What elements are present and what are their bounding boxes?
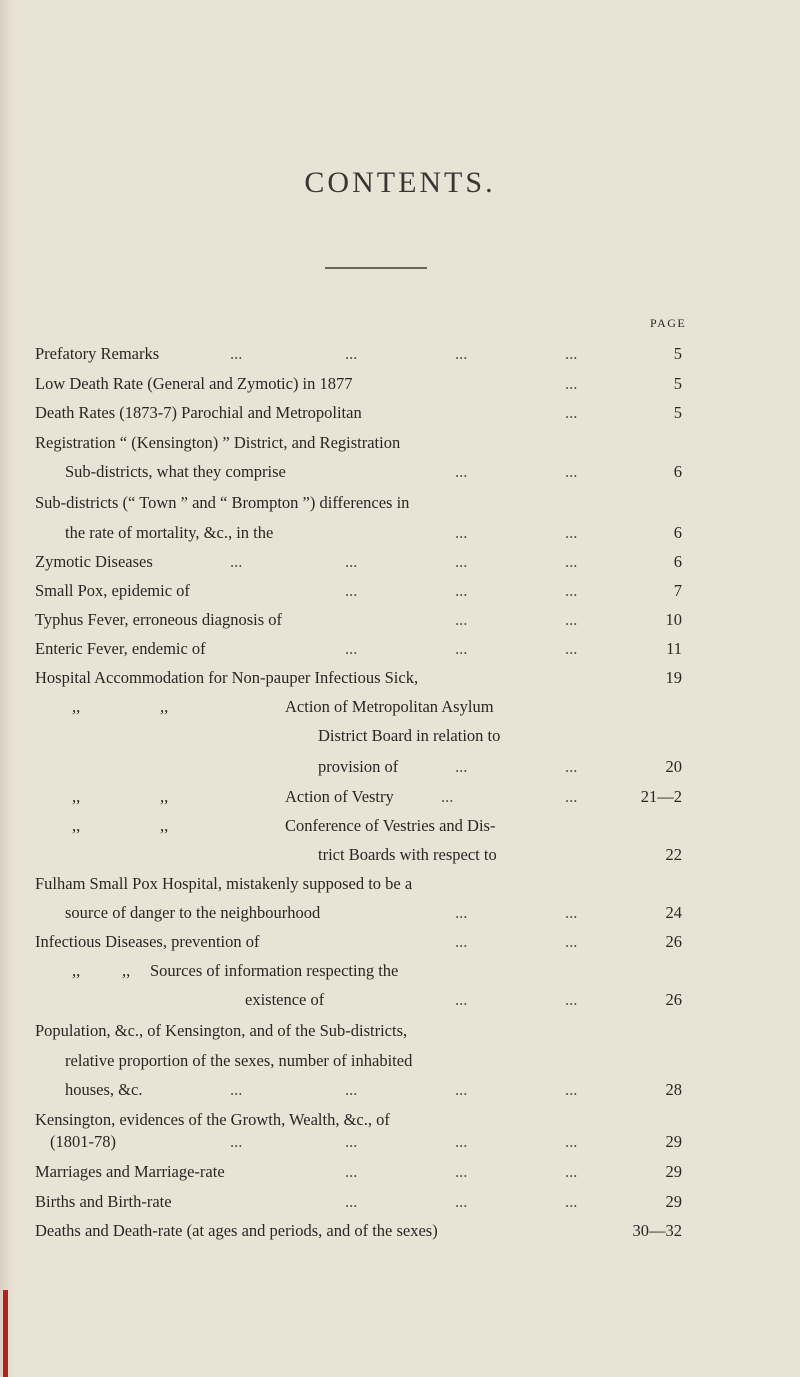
leader-dots: ... [455, 344, 468, 363]
toc-entry [0, 607, 800, 633]
leader-dots: ... [345, 581, 358, 600]
page-number: 21—2 [640, 787, 682, 806]
ditto-mark: ,, [72, 961, 81, 980]
leader-dots: ... [455, 1132, 468, 1151]
toc-entry [0, 871, 800, 897]
leader-dots: ... [455, 932, 468, 951]
entry-text: Kensington, evidences of the Growth, Wealth, &c., of [35, 1110, 390, 1129]
entry-text: (1801-78) [50, 1132, 116, 1151]
page-number: 10 [665, 610, 682, 629]
page-number: 26 [665, 932, 682, 951]
toc-entry [0, 1218, 800, 1244]
ditto-mark: ,, [160, 697, 169, 716]
leader-dots: ... [565, 932, 578, 951]
leader-dots: ... [455, 990, 468, 1009]
page-number: 6 [673, 523, 682, 542]
toc-entry [0, 987, 800, 1013]
toc-entry [0, 665, 800, 691]
toc-entry [0, 900, 800, 926]
toc-entry [0, 400, 800, 426]
page-number: 5 [673, 344, 682, 363]
ditto-mark: ,, [72, 787, 81, 806]
entry-text: relative proportion of the sexes, number of inhabited [65, 1051, 413, 1070]
leader-dots: ... [230, 344, 243, 363]
entry-text: Population, &c., of Kensington, and of the Sub-districts, [35, 1021, 408, 1040]
page-number: 11 [666, 639, 682, 658]
leader-dots: ... [565, 639, 578, 658]
entry-text: Infectious Diseases, prevention of [35, 932, 260, 951]
entry-text: District Board in relation to [318, 726, 501, 745]
ditto-mark: ,, [122, 961, 131, 980]
leader-dots: ... [455, 1080, 468, 1099]
toc-entry [0, 1048, 800, 1074]
entry-text: houses, &c. [65, 1080, 143, 1099]
leader-dots: ... [565, 903, 578, 922]
leader-dots: ... [441, 787, 454, 806]
entry-text: Enteric Fever, endemic of [35, 639, 206, 658]
leader-dots: ... [345, 1132, 358, 1151]
entry-text: Marriages and Marriage-rate [35, 1162, 225, 1181]
toc-entry [0, 694, 800, 720]
leader-dots: ... [455, 523, 468, 542]
entry-text: Death Rates (1873-7) Parochial and Metropolitan [35, 403, 362, 422]
page-number: 28 [665, 1080, 682, 1099]
leader-dots: ... [455, 639, 468, 658]
page-number: 6 [673, 462, 682, 481]
toc-entry [0, 459, 800, 485]
leader-dots: ... [565, 990, 578, 1009]
toc-entry [0, 929, 800, 955]
toc-entry [0, 549, 800, 575]
leader-dots: ... [565, 1162, 578, 1181]
toc-entry [0, 723, 800, 749]
entry-text: Hospital Accommodation for Non-pauper Infectious Sick, [35, 668, 419, 687]
leader-dots: ... [345, 1192, 358, 1211]
ditto-mark: ,, [72, 816, 81, 835]
entry-text: Typhus Fever, erroneous diagnosis of [35, 610, 283, 629]
leader-dots: ... [230, 1080, 243, 1099]
toc-entry [0, 520, 800, 546]
leader-dots: ... [455, 903, 468, 922]
page-column-header: PAGE [650, 316, 687, 330]
entry-text: source of danger to the neighbourhood [65, 903, 321, 922]
toc-entry [0, 341, 800, 367]
ditto-mark: ,, [160, 816, 169, 835]
entry-text: existence of [245, 990, 325, 1009]
page-number: 30—32 [632, 1221, 682, 1240]
toc-entry [0, 490, 800, 516]
toc-entry [0, 784, 800, 810]
toc-entry [0, 578, 800, 604]
entry-text: trict Boards with respect to [318, 845, 497, 864]
page-number: 29 [665, 1162, 682, 1181]
leader-dots: ... [565, 523, 578, 542]
ditto-mark: ,, [160, 787, 169, 806]
leader-dots: ... [565, 552, 578, 571]
leader-dots: ... [230, 552, 243, 571]
ditto-mark: ,, [72, 697, 81, 716]
leader-dots: ... [565, 581, 578, 600]
leader-dots: ... [565, 757, 578, 776]
leader-dots: ... [345, 1080, 358, 1099]
leader-dots: ... [455, 462, 468, 481]
leader-dots: ... [455, 1192, 468, 1211]
entry-text: the rate of mortality, &c., in the [65, 523, 274, 542]
entry-text: Births and Birth-rate [35, 1192, 172, 1211]
entry-text: Registration “ (Kensington) ” District, and Registration [35, 433, 401, 452]
entry-text: Sources of information respecting the [150, 961, 399, 980]
toc-entry [0, 1077, 800, 1103]
page-number: 6 [673, 552, 682, 571]
toc-entry [0, 1189, 800, 1215]
toc-entry [0, 958, 800, 984]
toc-entry [0, 842, 800, 868]
page-number: 20 [665, 757, 682, 776]
leader-dots: ... [455, 757, 468, 776]
leader-dots: ... [565, 1132, 578, 1151]
page-number: 29 [665, 1132, 682, 1151]
leader-dots: ... [565, 374, 578, 393]
toc-entry [0, 636, 800, 662]
toc-entry [0, 813, 800, 839]
leader-dots: ... [455, 581, 468, 600]
leader-dots: ... [345, 1162, 358, 1181]
leader-dots: ... [455, 1162, 468, 1181]
page-number: 5 [673, 374, 682, 393]
leader-dots: ... [455, 610, 468, 629]
entry-text: Small Pox, epidemic of [35, 581, 190, 600]
entry-text: Prefatory Remarks [35, 344, 160, 363]
entry-text: provision of [318, 757, 399, 776]
entry-text: Sub-districts, what they comprise [65, 462, 286, 481]
leader-dots: ... [565, 1192, 578, 1211]
leader-dots: ... [345, 344, 358, 363]
entry-text: Action of Metropolitan Asylum [285, 697, 494, 716]
leader-dots: ... [565, 462, 578, 481]
leader-dots: ... [565, 787, 578, 806]
page-number: 19 [665, 668, 682, 687]
entry-text: Action of Vestry [285, 787, 394, 806]
entry-text: Zymotic Diseases [35, 552, 153, 571]
page-number: 7 [673, 581, 682, 600]
page-title: CONTENTS. [304, 166, 496, 199]
page-number: 5 [673, 403, 682, 422]
entry-text: Fulham Small Pox Hospital, mistakenly supposed to be a [35, 874, 413, 893]
title-rule [325, 267, 427, 269]
edge-mark [3, 1290, 8, 1377]
entry-text: Sub-districts (“ Town ” and “ Brompton ”) differences in [35, 493, 410, 512]
leader-dots: ... [455, 552, 468, 571]
leader-dots: ... [345, 639, 358, 658]
leader-dots: ... [230, 1132, 243, 1151]
leader-dots: ... [565, 344, 578, 363]
page-number: 22 [665, 845, 682, 864]
toc-entry [0, 754, 800, 780]
toc-entry [0, 430, 800, 456]
page-number: 29 [665, 1192, 682, 1211]
entry-text: Low Death Rate (General and Zymotic) in 1877 [35, 374, 353, 393]
toc-entry [0, 371, 800, 397]
leader-dots: ... [345, 552, 358, 571]
entry-text: Conference of Vestries and Dis- [285, 816, 496, 835]
leader-dots: ... [565, 1080, 578, 1099]
leader-dots: ... [565, 610, 578, 629]
toc-entry [0, 1018, 800, 1044]
page-number: 24 [665, 903, 682, 922]
toc-entry [0, 1159, 800, 1185]
page-number: 26 [665, 990, 682, 1009]
entry-text: Deaths and Death-rate (at ages and periods, and of the sexes) [35, 1221, 438, 1240]
toc-entry [0, 1129, 800, 1155]
leader-dots: ... [565, 403, 578, 422]
